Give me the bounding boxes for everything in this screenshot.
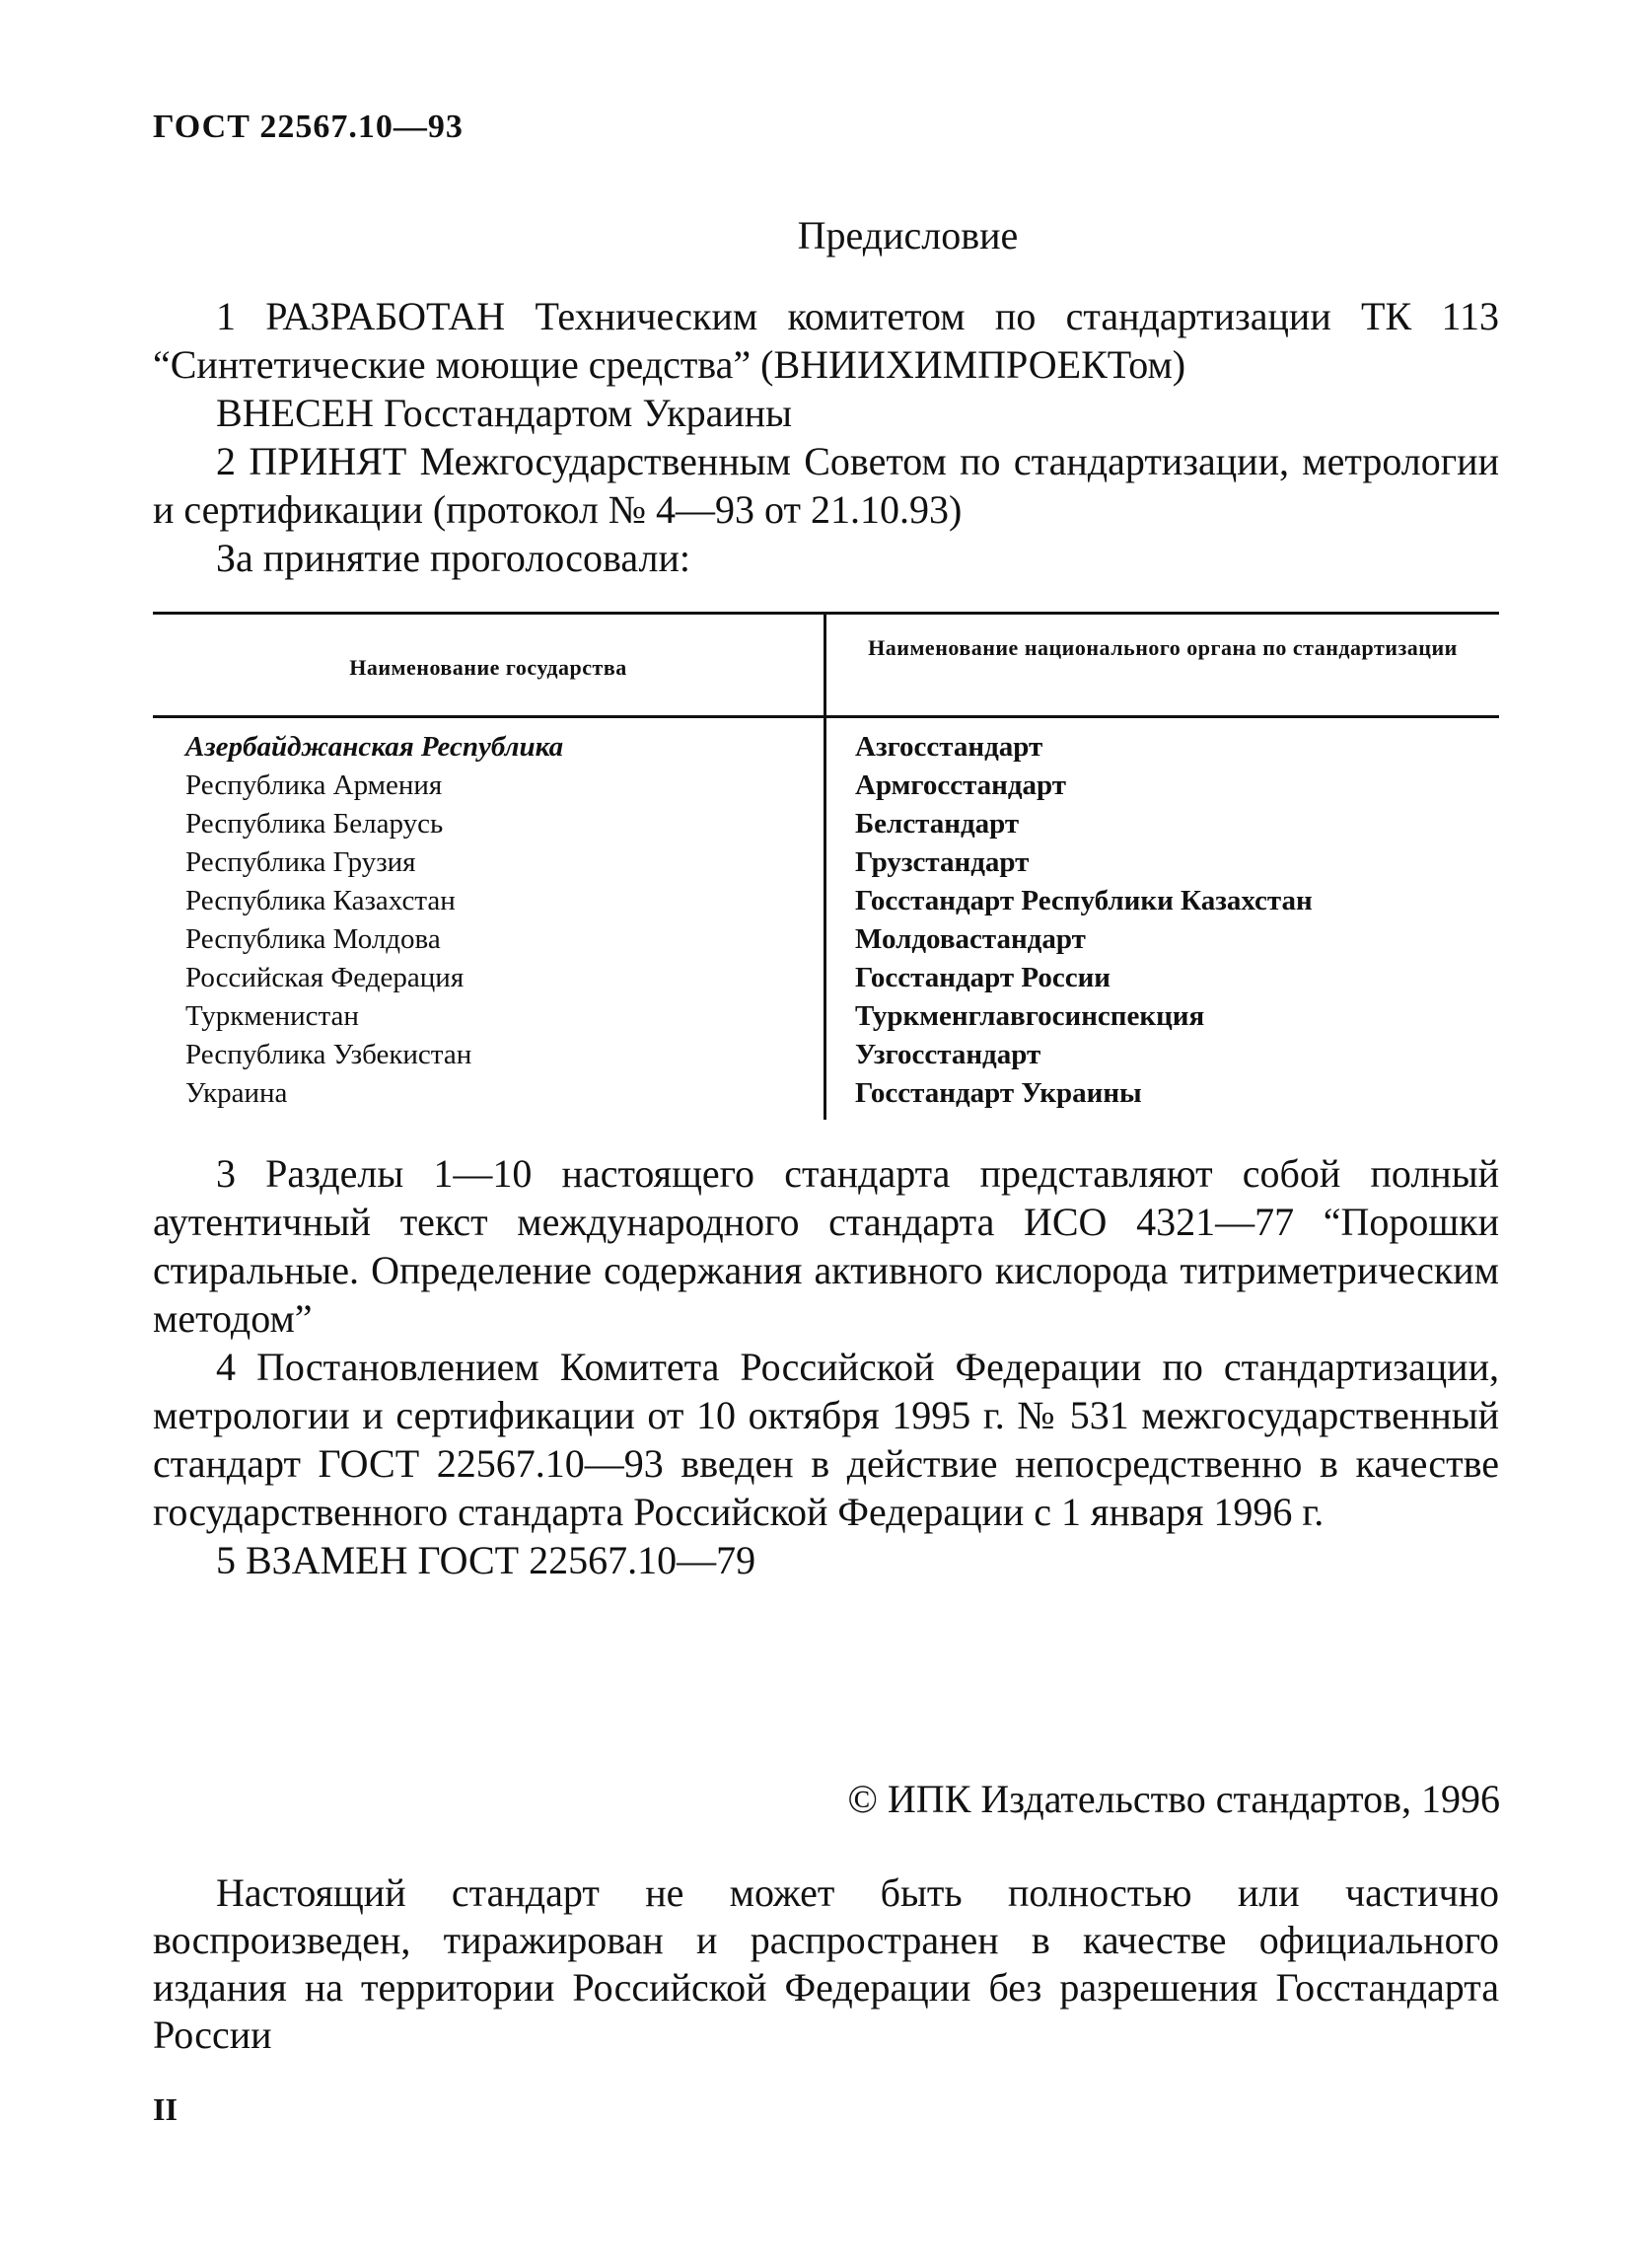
table-column-states: [185, 728, 817, 1113]
copyright-line: © ИПК Издательство стандартов, 1996: [847, 1777, 1500, 1821]
table-cell-state: Туркменистан: [185, 1000, 359, 1032]
page-title: Предисловие: [797, 213, 1019, 257]
table-column-divider: [824, 612, 826, 1120]
voting-states-table: [153, 612, 1499, 1120]
table-cell-state: Азербайджанская Республика: [185, 731, 564, 763]
section-item-replaces: 5 ВЗАМЕН ГОСТ 22567.10—79: [216, 1538, 756, 1582]
reproduction-notice-text: Настоящий стандарт не может быть полностью или частично воспроизведен, тиражирован и распространен в качестве официального издания на территории Российской Федерации без разрешения Госстандарта России: [153, 1870, 1499, 2057]
reproduction-notice: [153, 1869, 1499, 2059]
table-cell-body: Госстандарт России: [855, 962, 1111, 993]
table-cell-body: Армгосстандарт: [855, 769, 1067, 801]
page-number: II: [153, 2091, 178, 2127]
table-cell-state: Республика Казахстан: [185, 885, 456, 916]
table-cell-state: Республика Беларусь: [185, 808, 444, 840]
document-code: ГОСТ 22567.10—93: [153, 109, 464, 145]
table-header-body: Наименование национального органа по стандартизации: [868, 635, 1458, 660]
preface-item-adopted: 2 ПРИНЯТ Межгосударственным Советом по стандартизации, метрологии и сертификации (протокол № 4—93 от 21.10.93): [153, 439, 1499, 532]
section-item-resolution: 4 Постановлением Комитета Российской Федерации по стандартизации, метрологии и сертификации от 10 октября 1995 г. № 531 межгосударственный стандарт ГОСТ 22567.10—93 введен в действие непосредственно в качестве государственного стандарта Российской Федерации с 1 января 1996 г.: [153, 1345, 1499, 1534]
table-cell-body: Туркменглавгосинспекция: [855, 1000, 1205, 1032]
sections-block: [153, 1149, 1499, 1584]
table-cell-state: Республика Армения: [185, 769, 443, 801]
table-cell-body: Госстандарт Республики Казахстан: [855, 885, 1313, 916]
table-cell-state: Республика Грузия: [185, 846, 416, 878]
preface-item-introduced: ВНЕСЕН Госстандартом Украины: [216, 391, 793, 435]
table-header-state: Наименование государства: [349, 655, 627, 680]
table-cell-state: Республика Узбекистан: [185, 1039, 472, 1070]
table-cell-body: Грузстандарт: [855, 846, 1030, 878]
table-cell-body: Белстандарт: [855, 808, 1020, 840]
preface-item-voted: За принятие проголосовали:: [216, 536, 690, 580]
section-item-authentic-text: 3 Разделы 1—10 настоящего стандарта представляют собой полный аутентичный текст международного стандарта ИСО 4321—77 “Порошки стиральные. Определение содержания активного кислорода титриметрическим методом”: [153, 1151, 1499, 1341]
table-cell-body: Госстандарт Украины: [855, 1077, 1142, 1109]
table-cell-body: Молдовастандарт: [855, 923, 1086, 955]
table-column-bodies: [855, 728, 1496, 1113]
table-cell-state: Украина: [185, 1077, 288, 1109]
table-cell-body: Узгосстандарт: [855, 1039, 1041, 1070]
table-cell-state: Российская Федерация: [185, 962, 465, 993]
table-cell-body: Азгосстандарт: [855, 731, 1043, 763]
preface-block: [153, 292, 1499, 582]
table-cell-state: Республика Молдова: [185, 923, 441, 955]
preface-item-developed: 1 РАЗРАБОТАН Техническим комитетом по стандартизации ТК 113 “Синтетические моющие средства” (ВНИИХИМПРОЕКТом): [153, 294, 1499, 387]
